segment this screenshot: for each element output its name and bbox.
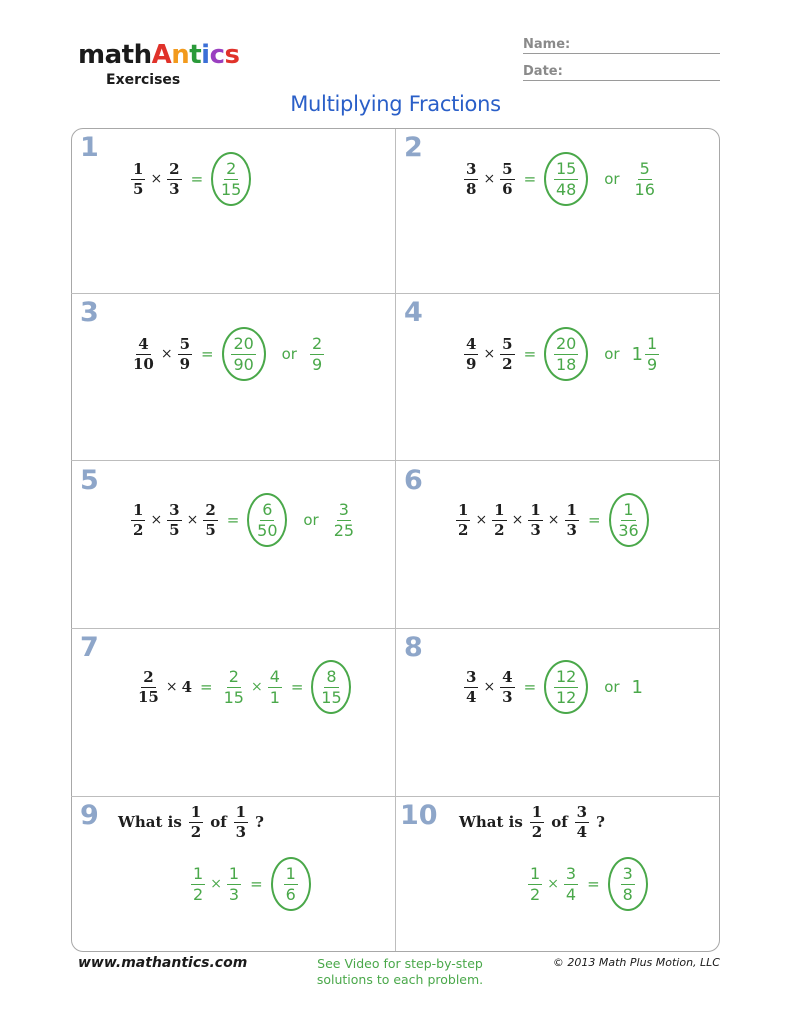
problem-10-question: What is $\frac{1}{2}$ of $\frac{3}{4}$ ? (459, 802, 605, 841)
fraction: $\frac{1}{3}$ (566, 500, 577, 539)
problem-number-4: 4 (404, 297, 423, 328)
problem-2-equation: $\frac{3}{8}$ × $\frac{5}{6}$ = $\frac{15}{48}$ or $\frac{5}{16}$ (463, 155, 658, 203)
problem-8-equation: $\frac{3}{4}$ × $\frac{4}{3}$ = $\frac{12}{12}$ or 1 (463, 663, 644, 711)
fraction: $\frac{3}{4}$ (565, 863, 577, 904)
fraction: $\frac{2}{15}$ (223, 666, 244, 707)
problem-number-7: 7 (80, 632, 99, 663)
fraction: $\frac{2}{5}$ (205, 500, 216, 539)
logo-word-antics: Antics (151, 40, 240, 70)
problem-4-equation: $\frac{4}{9}$ × $\frac{5}{2}$ = $\frac{20}{18}$ or 1 $\frac{1}{9}$ (463, 330, 660, 378)
problem-1-equation: $\frac{1}{5}$ × $\frac{2}{3}$ = $\frac{2}{15}$ (130, 155, 251, 203)
fraction: $\frac{3}{8}$ (466, 159, 477, 198)
problem-number-1: 1 (80, 132, 99, 163)
problem-number-9: 9 (80, 800, 99, 831)
fraction: $\frac{3}{4}$ (466, 667, 477, 706)
fraction: $\frac{3}{5}$ (169, 500, 180, 539)
answer-oval: $\frac{2}{15}$ (211, 152, 251, 206)
fraction: $\frac{4}{9}$ (466, 334, 477, 373)
logo-word-math: math (78, 40, 152, 70)
page-title: Multiplying Fractions (290, 92, 501, 116)
fraction: $\frac{1}{2}$ (133, 500, 144, 539)
fraction: $\frac{2}{3}$ (169, 159, 180, 198)
video-note-line-2: solutions to each problem. (316, 972, 484, 987)
fraction: $\frac{5}{6}$ (502, 159, 513, 198)
simplified-answer: $\frac{2}{9}$ (311, 333, 323, 374)
grid-divider (71, 628, 720, 629)
problem-9-equation: $\frac{1}{2}$ × $\frac{1}{3}$ = $\frac{1}{6}$ (190, 860, 311, 908)
answer-oval: $\frac{3}{8}$ (608, 857, 648, 911)
fraction: $\frac{3}{4}$ (576, 802, 588, 841)
fraction: $\frac{1}{5}$ (133, 159, 144, 198)
fraction: $\frac{4}{1}$ (269, 666, 280, 707)
math-antics-logo (78, 40, 239, 70)
fraction: $\frac{2}{15}$ (138, 667, 159, 706)
name-label: Name: (523, 37, 571, 52)
fraction: $\frac{1}{2}$ (193, 863, 204, 904)
fraction: $\frac{1}{2}$ (458, 500, 469, 539)
problem-9-question: What is $\frac{1}{2}$ of $\frac{1}{3}$ ? (118, 802, 264, 841)
grid-divider (71, 796, 720, 797)
fraction: $\frac{4}{10}$ (133, 334, 154, 373)
fraction: $\frac{1}{2}$ (530, 863, 541, 904)
problem-number-6: 6 (404, 465, 423, 496)
fraction: $\frac{5}{9}$ (179, 334, 191, 373)
answer-oval: $\frac{6}{50}$ (247, 493, 287, 547)
name-field-line[interactable] (523, 53, 720, 54)
fraction: $\frac{1}{3}$ (235, 802, 247, 841)
simplified-answer: $\frac{1}{9}$ (647, 333, 658, 374)
simplified-answer: 1 (631, 676, 643, 698)
fraction: $\frac{5}{2}$ (502, 334, 513, 373)
fraction: $\frac{1}{2}$ (531, 802, 543, 841)
simplified-answer: $\frac{5}{16}$ (634, 158, 655, 199)
problem-3-equation: $\frac{4}{10}$ × $\frac{5}{9}$ = $\frac{20}{90}$ or $\frac{2}{9}$ (130, 330, 325, 378)
simplified-answer: $\frac{3}{25}$ (333, 499, 355, 540)
answer-oval: $\frac{20}{18}$ (544, 327, 588, 381)
fraction: $\frac{1}{2}$ (494, 500, 505, 539)
video-note (300, 956, 500, 988)
fraction: $\frac{1}{3}$ (530, 500, 541, 539)
mixed-number-whole: 1 (631, 343, 643, 365)
fraction: $\frac{1}{3}$ (228, 863, 240, 904)
problem-10-equation: $\frac{1}{2}$ × $\frac{3}{4}$ = $\frac{3}{8}$ (527, 860, 648, 908)
problem-number-3: 3 (80, 297, 99, 328)
answer-oval: $\frac{1}{6}$ (271, 857, 311, 911)
video-note-line-1: See Video for step-by-step (317, 956, 483, 971)
grid-divider-vertical (395, 129, 396, 951)
problem-5-equation: $\frac{1}{2}$ × $\frac{3}{5}$ × $\frac{2}{5}$ = $\frac{6}{50}$ or $\frac{3}{25}$ (130, 496, 357, 544)
grid-divider (71, 293, 720, 294)
date-label: Date: (523, 64, 563, 79)
problem-number-10: 10 (400, 800, 438, 831)
problem-number-8: 8 (404, 632, 423, 663)
logo-subtitle: Exercises (106, 72, 181, 88)
copyright: © 2013 Math Plus Motion, LLC (552, 956, 720, 969)
answer-oval: $\frac{8}{15}$ (311, 660, 351, 714)
website-link[interactable]: www.mathantics.com (78, 955, 248, 971)
answer-oval: $\frac{15}{48}$ (544, 152, 588, 206)
problem-7-equation: $\frac{2}{15}$ × 4 = $\frac{2}{15}$ × $\frac{4}{1}$ = $\frac{8}{15}$ (135, 663, 351, 711)
fraction: $\frac{4}{3}$ (502, 667, 513, 706)
answer-oval: $\frac{1}{36}$ (609, 493, 649, 547)
date-field-line[interactable] (523, 80, 720, 81)
answer-oval: $\frac{20}{90}$ (222, 327, 266, 381)
problem-6-equation: $\frac{1}{2}$ × $\frac{1}{2}$ × $\frac{1}{3}$ × $\frac{1}{3}$ = $\frac{1}{36}$ (455, 496, 649, 544)
problem-number-5: 5 (80, 465, 99, 496)
problem-number-2: 2 (404, 132, 423, 163)
fraction: $\frac{1}{2}$ (190, 802, 202, 841)
grid-divider (71, 460, 720, 461)
answer-oval: $\frac{12}{12}$ (544, 660, 588, 714)
